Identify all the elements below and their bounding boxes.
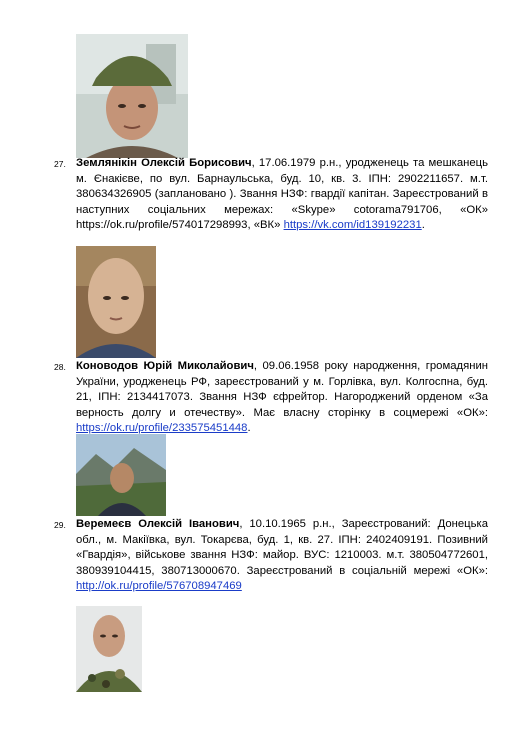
profile-link[interactable]: https://ok.ru/profile/233575451448	[76, 422, 248, 435]
portrait-photo-1	[76, 34, 188, 158]
entry-29	[54, 517, 488, 595]
entry-number: 28.	[54, 362, 66, 372]
entry-28: 28. Коноводов Юрій Миколайович, 09.06.1958 року народження, громадянин України, уродженець РФ, зареєстрований у м. Горлівка, вул. Колгоспна, буд. 21, ІПН: 2134417073. Звання НЗФ єфрейтор. Нагороджений орденом «За верность долгу и отечеству». Має власну сторінку в соцмережі «ОК»: https://ok.ru/profile/233575451448.	[54, 360, 488, 435]
entry-text: , 09.06.1958 року народження, громадянин України, уродженець РФ, зареєстрований у м. Горлівка, вул. Колгоспна, буд. 21, ІПН: 2134417073. Звання НЗФ єфрейтор. Нагороджений орденом «За верность долгу и отечеству». Має власну сторінку в соцмережі «ОК»:	[76, 360, 488, 419]
entry-number: 29.	[54, 520, 66, 530]
person-name: Коноводов Юрій Миколайович	[76, 360, 254, 372]
profile-link[interactable]: http://ok.ru/profile/576708947469	[76, 580, 242, 593]
portrait-photo-4	[76, 606, 142, 692]
portrait-photo-2	[76, 246, 156, 358]
entry-number: 27.	[54, 159, 66, 169]
person-name: Веремеєв Олексій Іванович	[76, 518, 240, 530]
entry-27: 27. Землянікін Олексій Борисович, 17.06.1979 р.н., уродженець та мешканець м. Єнакієве, по вул. Барнаульська, буд. 10, кв. 3. ІПН: 2902211657. м.т. 380634326905 (заплановано ). Звання НЗФ: гвардії капітан. Зареєстрований в наступних соціальних мережах: «Skype» cotorama791706, «ОК» https://ok.ru/profile/574017298993, «ВК» https://vk.com/id139192231.	[54, 157, 488, 232]
portrait-photo-3	[76, 434, 166, 516]
person-name: Землянікін Олексій Борисович	[76, 157, 252, 169]
entry-text: , 17.06.1979 р.н., уродженець та мешканець м. Єнакієве, по вул. Барнаульська, буд. 10, кв. 3. ІПН: 2902211657. м.т. 380634326905 (заплановано ). Звання НЗФ: гвардії капітан. Зареєстрований в наступних соціальних мережах: «Skype» cotorama791706, «ОК» https://ok.ru/profile/574017298993, «ВК»	[76, 157, 488, 232]
profile-link[interactable]: https://vk.com/id139192231	[283, 219, 422, 232]
entry-text: , 10.10.1965 р.н., Зареєстрований: Донецька обл., м. Макіївка, вул. Токарєва, буд. 1, кв. 27. ІПН: 2402409191. Позивний «Гвардія», військове звання НЗФ: майор. ВУС: 1210003. м.т. 380504772601, 380939104415, 380713000670. Зареєстрований в соціальній мережі «ОК»:	[76, 518, 488, 577]
